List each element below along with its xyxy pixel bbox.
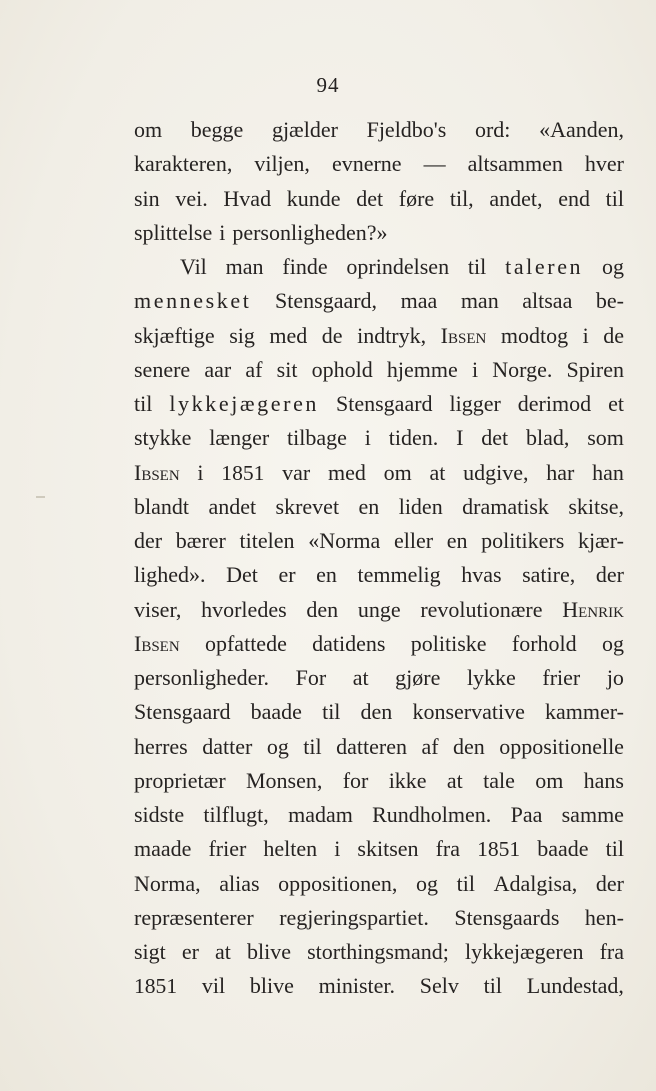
word: Stensgaard,	[275, 288, 378, 314]
word: til	[456, 870, 475, 896]
oldstyle-number: 1851	[134, 974, 178, 999]
word: bærer	[175, 528, 226, 553]
word: det	[481, 425, 509, 451]
word: til	[483, 973, 503, 999]
word: blive	[249, 973, 294, 999]
word: revolutionære	[420, 596, 543, 622]
word: repræsenterer	[134, 904, 254, 930]
word: alias	[219, 870, 260, 896]
text-line	[134, 113, 624, 147]
word: og	[601, 630, 624, 656]
word: tilflugt,	[203, 802, 269, 827]
word: lighed».	[134, 562, 206, 588]
word: om	[134, 117, 163, 142]
word: dramatisk	[462, 493, 549, 519]
word: karakteren,	[134, 151, 233, 177]
small-caps-name: Ibsen	[134, 630, 180, 656]
text-line	[134, 901, 624, 935]
text-line	[134, 730, 624, 764]
word: af	[421, 733, 439, 759]
word: baade	[537, 836, 589, 862]
text-line	[134, 387, 624, 421]
word: kammer-	[544, 699, 624, 725]
word: til	[467, 254, 487, 279]
word: datteren	[336, 733, 407, 759]
margin-mark	[36, 496, 45, 498]
small-caps-name: Ibsen	[134, 459, 180, 485]
page-number: 94	[316, 73, 340, 97]
word: datidens	[312, 630, 386, 656]
text-line	[134, 867, 624, 901]
word: satire,	[522, 562, 576, 588]
word: forhold	[511, 630, 577, 656]
word: personligheder.	[134, 665, 270, 690]
oldstyle-number: 1851	[221, 460, 265, 485]
word: finde	[282, 254, 328, 279]
word: om	[535, 767, 564, 793]
word: liden	[398, 493, 443, 519]
word: der	[595, 870, 624, 896]
word: Norma,	[134, 870, 201, 896]
word: fra	[435, 836, 461, 862]
word: datter	[202, 733, 253, 759]
word: viljen,	[254, 151, 310, 177]
word: minister.	[318, 973, 396, 999]
word: sidste	[134, 802, 185, 827]
word: i	[219, 219, 226, 245]
text-line	[134, 558, 624, 592]
word: til	[322, 699, 341, 725]
word: er	[278, 562, 296, 588]
word: sin	[134, 185, 160, 211]
word: aar	[204, 356, 232, 382]
word: For	[295, 665, 327, 690]
word: til	[303, 733, 322, 759]
word: man	[460, 288, 499, 314]
word: senere	[134, 356, 191, 382]
word: ligger	[449, 391, 501, 416]
word: med	[269, 322, 308, 348]
word: til	[605, 185, 624, 211]
word: om	[383, 459, 412, 485]
word: et	[608, 391, 624, 416]
word: for	[342, 767, 369, 793]
word: andet,	[489, 185, 543, 211]
word: var	[282, 459, 311, 485]
word: den	[306, 596, 339, 622]
word: maa	[400, 288, 438, 314]
text-line	[134, 353, 624, 387]
text-line	[134, 969, 624, 1003]
body-text	[134, 113, 624, 1004]
word: politikers	[481, 528, 565, 553]
word: altsaa	[522, 288, 573, 314]
text-line	[134, 935, 624, 969]
word: gjælder	[271, 117, 338, 142]
word: eller	[393, 528, 434, 553]
text-line	[134, 627, 624, 661]
word: i	[197, 459, 204, 485]
word: føre	[398, 185, 435, 211]
word: politiske	[410, 630, 487, 656]
small-caps-name: Henrik	[562, 596, 624, 622]
word: evnerne	[331, 151, 402, 177]
word: Adalgisa,	[493, 870, 578, 896]
word: ikke	[388, 767, 427, 793]
word: Det	[226, 562, 258, 588]
word: Fjeldbo's	[366, 117, 447, 142]
word: til,	[449, 185, 474, 211]
word: man	[225, 254, 264, 279]
text-line	[134, 319, 624, 353]
word: derimod	[517, 391, 592, 416]
word: der	[134, 528, 163, 553]
text-line	[134, 216, 624, 250]
word: unge	[357, 596, 401, 622]
small-caps-name: Ibsen	[440, 322, 487, 348]
word: oprindelsen	[346, 254, 450, 279]
word: altsammen	[467, 151, 563, 177]
word: oppositionelle	[499, 733, 624, 759]
word: i	[334, 836, 341, 862]
word: herres	[134, 733, 188, 759]
text-line	[134, 764, 624, 798]
word: personligheden?»	[232, 219, 388, 245]
text-line	[134, 456, 624, 490]
text-line	[134, 593, 624, 627]
word: hans	[583, 767, 624, 793]
word: at	[215, 939, 231, 964]
word: Hvad	[223, 185, 272, 211]
word: splittelse	[134, 219, 213, 245]
word: storthingsmand;	[307, 939, 449, 964]
spaced-word: taleren	[505, 254, 584, 279]
word: i	[471, 356, 479, 382]
word: kjær-	[577, 528, 624, 553]
text-line	[134, 695, 624, 729]
word: tilbage	[287, 425, 347, 451]
word: at	[352, 665, 369, 690]
word: ophold	[311, 356, 373, 382]
word: viser,	[134, 596, 182, 622]
word: maade	[134, 836, 192, 862]
word: til	[134, 391, 153, 416]
word: gjøre	[395, 665, 441, 690]
word: hen-	[584, 904, 624, 930]
word: Rundholmen.	[372, 802, 492, 827]
word: stykke	[134, 425, 192, 451]
text-line	[134, 250, 624, 284]
word: at	[429, 459, 446, 485]
word: ord:	[474, 117, 511, 142]
word: Vil	[180, 254, 207, 279]
word: den	[453, 733, 485, 759]
word: med	[327, 459, 366, 485]
word: «Aanden,	[539, 117, 624, 142]
word: skjæftige	[134, 322, 215, 348]
word: jo	[606, 665, 624, 690]
word: og	[266, 733, 289, 759]
text-line	[134, 661, 624, 695]
word: at	[446, 767, 463, 793]
word: andet	[208, 493, 257, 519]
text-line	[134, 490, 624, 524]
word: «Norma	[308, 528, 381, 553]
word: hjemme	[386, 356, 458, 382]
word: vil	[201, 973, 226, 999]
word: modtog	[500, 322, 569, 348]
word: fra	[599, 939, 624, 964]
word: til	[605, 836, 624, 862]
word: den	[360, 699, 393, 725]
word: I	[456, 425, 464, 451]
word: lykkejægeren	[464, 939, 584, 964]
word: sig	[229, 322, 255, 348]
word: samme	[561, 802, 624, 827]
word: Norge.	[492, 356, 553, 382]
word: skitsen	[357, 836, 419, 862]
word: regjeringspartiet.	[279, 904, 429, 930]
word: blandt	[134, 493, 189, 519]
word: har	[546, 459, 575, 485]
word: i	[582, 322, 589, 348]
word: Stensgaards	[454, 904, 560, 930]
word: blive	[247, 939, 292, 964]
word: er	[181, 939, 199, 964]
word: en	[358, 493, 380, 519]
text-line	[134, 147, 624, 181]
word: Lundestad,	[526, 973, 624, 999]
word: sit	[276, 356, 298, 382]
text-line	[134, 798, 624, 832]
word: Spiren	[566, 356, 624, 382]
word: tiden.	[388, 425, 439, 451]
word: madam	[288, 802, 353, 827]
word: hver	[584, 151, 624, 177]
word: som	[587, 425, 624, 451]
word: hvas	[461, 562, 502, 588]
word: af	[245, 356, 263, 382]
word: indtryk,	[357, 322, 427, 348]
word: og	[415, 870, 438, 896]
word: kunde	[286, 185, 341, 211]
word: han	[592, 459, 624, 485]
word: opfattede	[204, 630, 287, 656]
word: Paa	[510, 802, 543, 827]
word: der	[595, 562, 624, 588]
text-line	[134, 182, 624, 216]
word: frier	[542, 665, 581, 690]
word: —	[423, 151, 446, 177]
word: skrevet	[275, 493, 340, 519]
word: de	[603, 322, 624, 348]
word: og	[602, 254, 624, 279]
word: vei.	[175, 185, 208, 211]
word: en	[316, 562, 337, 588]
word: Stensgaard	[134, 699, 231, 725]
word: konservative	[412, 699, 525, 725]
word: de	[321, 322, 343, 348]
word: længer	[209, 425, 270, 451]
word: Monsen,	[245, 767, 323, 793]
word: en	[446, 528, 468, 553]
word: temmelig	[357, 562, 441, 588]
word: proprietær	[134, 767, 226, 793]
word: frier	[208, 836, 247, 862]
word: lykke	[466, 665, 516, 690]
text-line	[134, 284, 624, 318]
word: oppositionen,	[278, 870, 398, 896]
spaced-word: lykkejægeren	[169, 391, 320, 416]
spaced-word: mennesket	[134, 288, 252, 314]
word: end	[558, 185, 590, 211]
text-line	[134, 421, 624, 455]
word: tale	[483, 767, 515, 793]
oldstyle-number: 1851	[477, 837, 521, 862]
word: det	[356, 185, 384, 211]
word: baade	[250, 699, 302, 725]
word: begge	[190, 117, 244, 142]
word: Selv	[419, 973, 459, 999]
word: sigt	[134, 939, 166, 964]
text-line	[134, 524, 624, 558]
word: be-	[595, 288, 624, 314]
word: helten	[263, 836, 318, 862]
word: udgive,	[463, 459, 529, 485]
word: i	[364, 425, 371, 451]
word: Stensgaard	[336, 391, 433, 416]
word: blad,	[525, 425, 570, 451]
text-line	[134, 832, 624, 866]
word: skitse,	[568, 493, 624, 519]
word: titelen	[239, 528, 295, 553]
word: hvorledes	[201, 596, 287, 622]
